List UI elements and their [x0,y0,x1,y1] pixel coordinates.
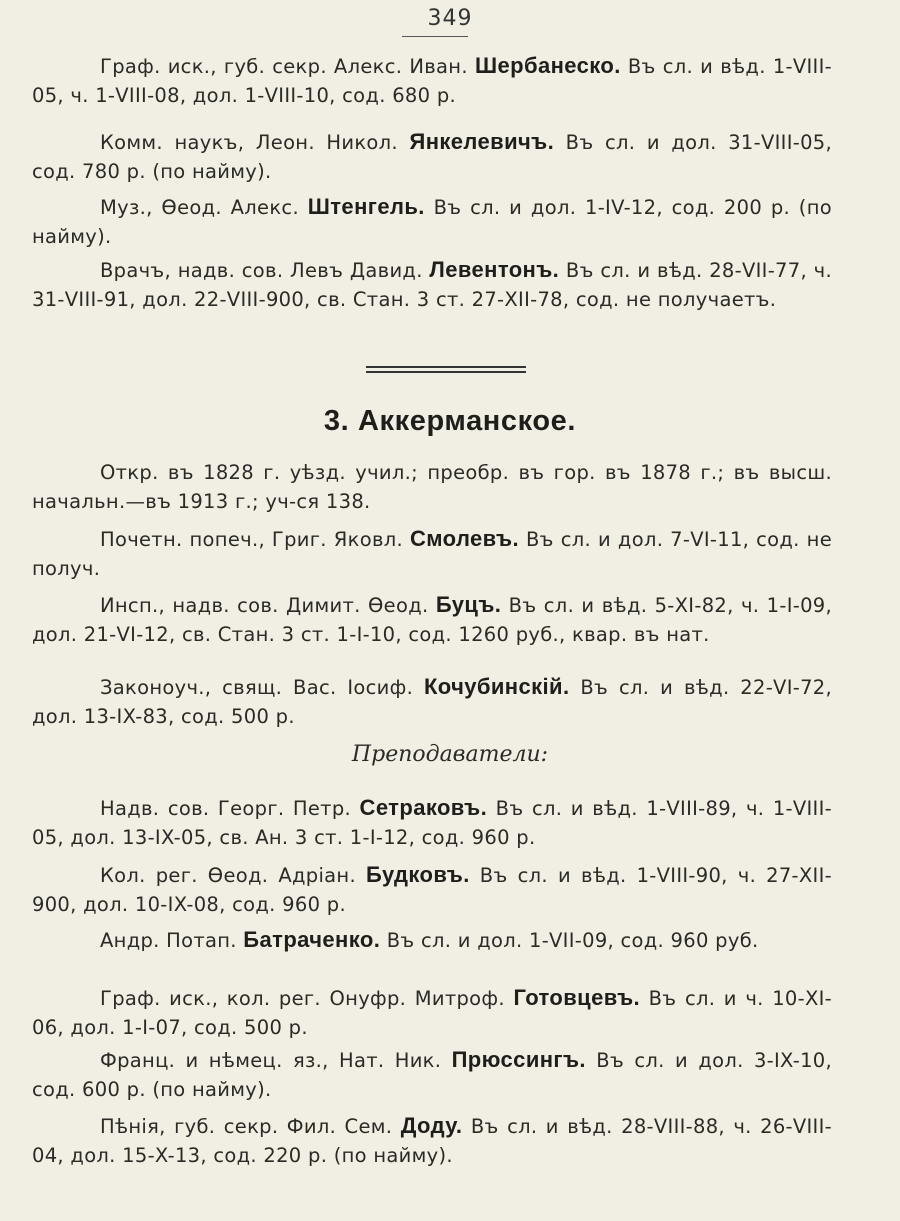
section-divider [366,366,526,376]
entry-dodu: Пѣнія, губ. секр. Фил. Сем. Доду. Въ сл. и вѣд. 28-VIII-88, ч. 26-VIII-04, дол. 15-X-13, сод. 220 р. (по найму). [32,1113,832,1167]
page-number: 349 [427,6,473,31]
entry-setrakov: Надв. сов. Георг. Петр. Сетраковъ. Въ сл. и вѣд. 1-VIII-89, ч. 1-VIII-05, дол. 13-IX-05, св. Ан. 3 ст. 1-I-12, сод. 960 р. [32,795,832,849]
person-name: Будковъ. [366,862,470,887]
entry-budkov: Кол. рег. Ѳеод. Адріан. Будковъ. Въ сл. и вѣд. 1-VIII-90, ч. 27-XII-900, дол. 10-IX-08, сод. 960 р. [32,862,832,916]
section-intro: Откр. въ 1828 г. уѣзд. учил.; преобр. въ гор. въ 1878 г.; въ высш. начальн.—въ 1913 г.; уч-ся 138. [32,461,832,513]
entry-shcherbanesko: Граф. иск., губ. секр. Алекс. Иван. Шербанеско. Въ сл. и вѣд. 1-VIII-05, ч. 1-VIII-08, дол. 1-VIII-10, сод. 680 р. [32,53,832,107]
entry-batrachenko: Андр. Потап. Батраченко. Въ сл. и дол. 1-VII-09, сод. 960 руб. [100,927,759,952]
person-name: Буцъ. [435,592,502,617]
teachers-heading: Преподаватели: [351,742,549,767]
entry-buts: Инсп., надв. сов. Димит. Ѳеод. Буцъ. Въ сл. и вѣд. 5-XI-82, ч. 1-I-09, дол. 21-VI-12, св. Стан. 3 ст. 1-I-10, сод. 1260 руб., квар. въ нат. [32,592,832,646]
person-name: Шербанеско. [474,53,621,78]
entry-gotovtsev: Граф. иск., кол. рег. Онуфр. Митроф. Готовцевъ. Въ сл. и ч. 10-XI-06, дол. 1-I-07, сод. 500 р. [32,985,833,1039]
person-name: Кочубинскій. [423,674,570,699]
person-name: Доду. [400,1113,463,1138]
person-name: Янкелевичъ. [409,129,555,154]
entry-smolev: Почетн. попеч., Григ. Яковл. Смолевъ. Въ сл. и дол. 7-VI-11, сод. не получ. [32,526,832,580]
entry-leventon: Врачъ, надв. сов. Левъ Давид. Левентонъ. Въ сл. и вѣд. 28-VII-77, ч. 31-VIII-91, дол. 22-VIII-900, св. Стан. 3 ст. 27-XII-78, сод. не получаетъ. [32,257,832,311]
person-name: Левентонъ. [429,257,560,282]
entry-shtengel: Муз., Ѳеод. Алекс. Штенгель. Въ сл. и дол. 1-IV-12, сод. 200 р. (по найму). [32,194,832,248]
page-number-rule [402,36,468,37]
person-name: Сетраковъ. [359,795,488,820]
entry-yankelevich: Комм. наукъ, Леон. Никол. Янкелевичъ. Въ сл. и дол. 31-VIII-05, сод. 780 р. (по найму). [32,129,832,183]
person-name: Батраченко. [243,927,381,952]
person-name: Смолевъ. [409,526,519,551]
entry-pryussing: Франц. и нѣмец. яз., Нат. Ник. Прюссингъ. Въ сл. и дол. 3-IX-10, сод. 600 р. (по найму). [32,1047,832,1101]
entry-kochubinsky: Законоуч., свящ. Вас. Іосиф. Кочубинскій. Въ сл. и вѣд. 22-VI-72, дол. 13-IX-83, сод. 500 р. [32,674,832,728]
person-name: Прюссингъ. [451,1047,586,1072]
section-title: 3. Аккерманское. [323,405,577,437]
person-name: Штенгель. [307,194,425,219]
person-name: Готовцевъ. [513,985,641,1010]
